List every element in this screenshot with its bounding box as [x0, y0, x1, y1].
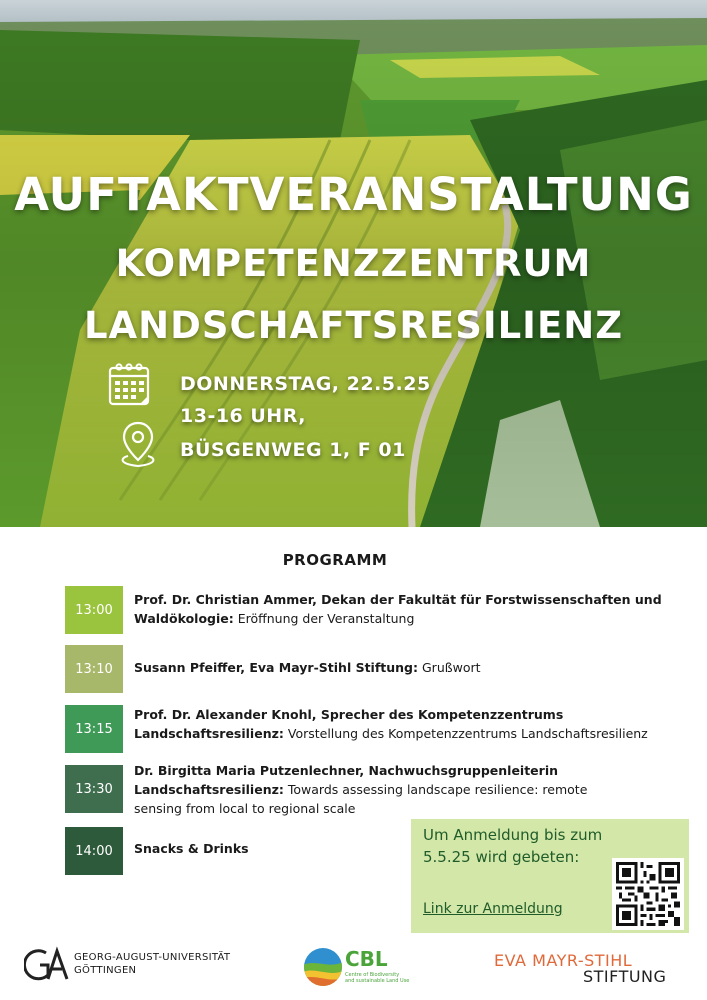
university-name-line2: GÖTTINGEN: [74, 965, 137, 976]
ems-logo-line1: EVA MAYR-STIHL: [494, 951, 633, 970]
speaker: Susann Pfeiffer, Eva Mayr-Stihl Stiftung:: [134, 660, 419, 675]
time-badge: 13:00: [65, 586, 123, 634]
program-item-text: [134, 658, 674, 677]
program-item-text: [134, 761, 609, 818]
topic: Vorstellung des Kompetenzzentrums Landschaftsresilienz: [287, 726, 648, 741]
time-badge: 14:00: [65, 827, 123, 875]
speaker: Snacks & Drinks: [134, 841, 249, 856]
registration-heading: Um Anmeldung bis zum 5.5.25 wird gebeten:: [423, 826, 603, 866]
event-time: 13-16 UHR,: [180, 405, 306, 427]
speaker: Prof. Dr. Alexander Knohl, Sprecher des Kompetenzzentrums Landschaftsresilienz:: [134, 707, 564, 741]
event-location: BÜSGENWEG 1, F 01: [180, 439, 406, 461]
program-item-text: [134, 839, 394, 858]
cbl-wordmark: CBL: [345, 947, 388, 971]
cbl-subtitle-line1: Centre of Biodiversity: [345, 972, 400, 978]
program-heading: PROGRAMM: [282, 551, 388, 569]
speaker: Dr. Birgitta Maria Putzenlechner, Nachwuchsgruppenleiterin Landschaftsresilienz:: [134, 763, 559, 797]
registration-box: [411, 819, 689, 933]
ga-monogram-icon: [24, 945, 72, 985]
event-subtitle-line2: LANDSCHAFTSRESILIENZ: [83, 304, 624, 347]
ems-logo-line2: STIFTUNG: [583, 967, 667, 986]
topic: Eröffnung der Veranstaltung: [237, 611, 415, 626]
cbl-globe-icon: [303, 947, 343, 987]
time-badge: 13:30: [65, 765, 123, 813]
qr-code-icon[interactable]: [612, 858, 684, 930]
time-badge: 13:10: [65, 645, 123, 693]
time-badge: 13:15: [65, 705, 123, 753]
university-logo: [24, 945, 231, 989]
event-title: AUFTAKTVERANSTALTUNG: [14, 168, 693, 221]
event-date: DONNERSTAG, 22.5.25: [180, 373, 431, 395]
calendar-icon: [108, 362, 152, 408]
topic: Grußwort: [422, 660, 481, 675]
topic: Towards assessing landscape resilience: remote sensing from local to regional scale: [134, 782, 588, 816]
cbl-subtitle-line2: and sustainable Land Use: [345, 978, 410, 984]
map-pin-icon: [116, 420, 160, 470]
event-subtitle-line1: KOMPETENZZENTRUM: [115, 242, 592, 285]
program-item-text: [134, 590, 674, 628]
speaker: Prof. Dr. Christian Ammer, Dekan der Fakultät für Forstwissenschaften und Waldökologie:: [134, 592, 662, 626]
program-item-text: [134, 705, 674, 743]
university-name-line1: GEORG-AUGUST-UNIVERSITÄT: [74, 952, 231, 963]
registration-link[interactable]: Link zur Anmeldung: [423, 901, 563, 917]
